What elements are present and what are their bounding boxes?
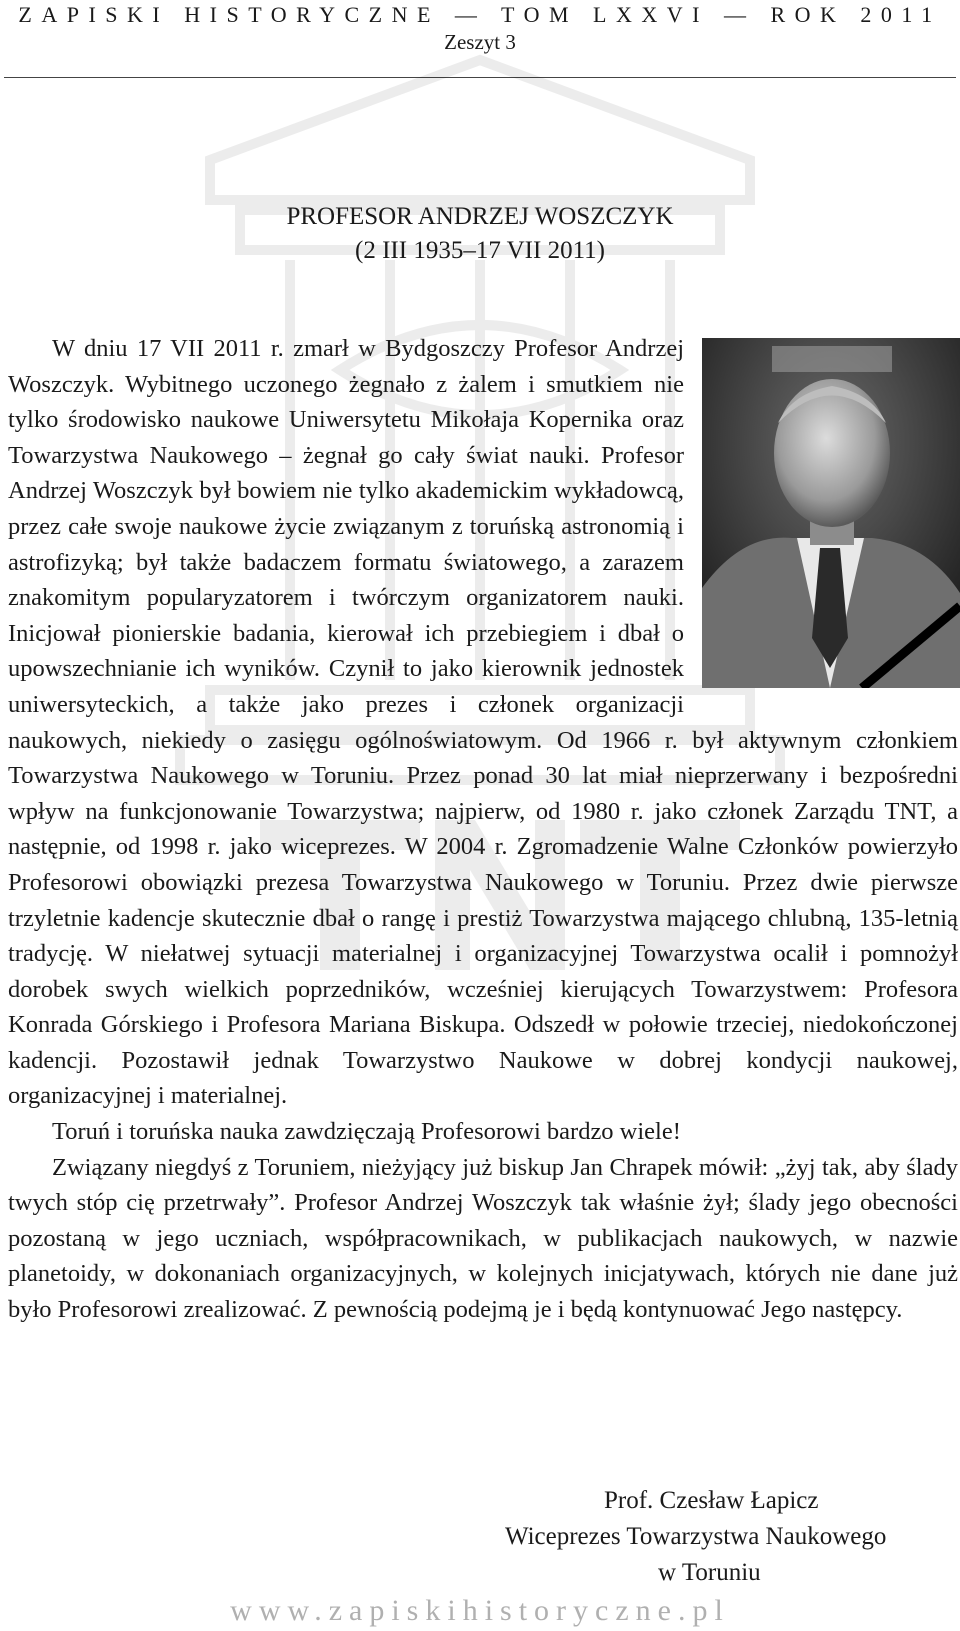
body-paragraph: Związany niegdyś z Toruniem, nieżyjący już biskup Jan Chrapek mówił: „żyj tak, aby ślady twych stóp cię przetrwały”. Profesor Andrzej Woszczyk tak właśnie żył; ślady jego obecności pozostaną w jego uczniach, współpracownikach, w publikacjach naukowych, w nazwie planetoidy, w dokonaniach organizacyjnych, w kolejnych inicjatywach, których nie dane już było Profesorowi zrealizować. Z pewnością podejmą je i będą kontynuować Jego następcy. (8, 1153, 958, 1324)
obituary-heading (0, 200, 960, 268)
issue-label: Zeszyt 3 (444, 30, 516, 54)
author-role: Wiceprezes Towarzystwa Naukowego (505, 1523, 887, 1550)
obituary-body (8, 331, 958, 1328)
author-name: Prof. Czesław Łapicz (604, 1487, 819, 1514)
body-paragraph: Toruń i toruńska nauka zawdzięczają Profesorowi bardzo wiele! (52, 1118, 681, 1146)
journal-header: ZAPISKI HISTORYCZNE — TOM LXXVI — ROK 2011 (18, 2, 942, 27)
photo-float-space (684, 331, 958, 693)
author-place: w Toruniu (658, 1559, 761, 1586)
life-dates: (2 III 1935–17 VII 2011) (355, 237, 605, 264)
article-title: PROFESOR ANDRZEJ WOSZCZYK (286, 203, 674, 230)
body-paragraph: W dniu 17 VII 2011 r. zmarł w Bydgoszczy Profesor Andrzej Woszczyk. Wybitnego uczonego żegnało z żalem i smutkiem nie tylko środowisko naukowe Uniwersytetu Mikołaja Kopernika oraz Towarzystwa Naukowego – żegnał go cały świat nauki. Profesor Andrzej Woszczyk był bowiem nie tylko akademickim wykładowcą, przez całe swoje naukowe życie związanym z toruńską astronomią i astrofizyką; był także badaczem formatu światowego, a zarazem znakomitym popularyzatorem i twórczym organizatorem nauki. Inicjował pionierskie badania, kierował ich przebiegiem i dbał o upowszechnianie ich wyników. Czynił to jako kierownik jednostek uniwersyteckich, a także jako prezes i członek organizacji naukowych, niekiedy o zasięgu ogólnoświatowym. Od 1966 r. był aktywnym członkiem Towarzystwa Naukowego w Toruniu. Przez ponad 30 lat miał nieprzerwany i bezpośredni wpływ na funkcjonowanie Towarzystwa; najpierw, od 1980 r. jako członek Zarządu TNT, a następnie, od 1998 r. jako wiceprezes. W 2004 r. Zgromadzenie Walne Członków powierzyło Profesorowi obowiązki prezesa Towarzystwa Naukowego w Toruniu. Przez dwie pierwsze trzyletnie kadencje skutecznie dbał o rangę i prestiż Towarzystwa mającego chlubną, 135-letnią tradycję. W niełatwej sytuacji materialnej i organizacyjnej Towarzystwa ocalił i pomnożył dorobek swych wielkich poprzedników, wcześniej kierujących Towarzystwem: Profesora Konrada Górskiego i Profesora Mariana Biskupa. Odszedł w połowie trzeciej, niedokończonej kadencji. Pozostawił jednak Towarzystwo Naukowe w dobrej kondycji naukowej, organizacyjnej i materialnej. (8, 335, 958, 1110)
website-url: www.zapiskihistoryczne.pl (230, 1594, 730, 1627)
